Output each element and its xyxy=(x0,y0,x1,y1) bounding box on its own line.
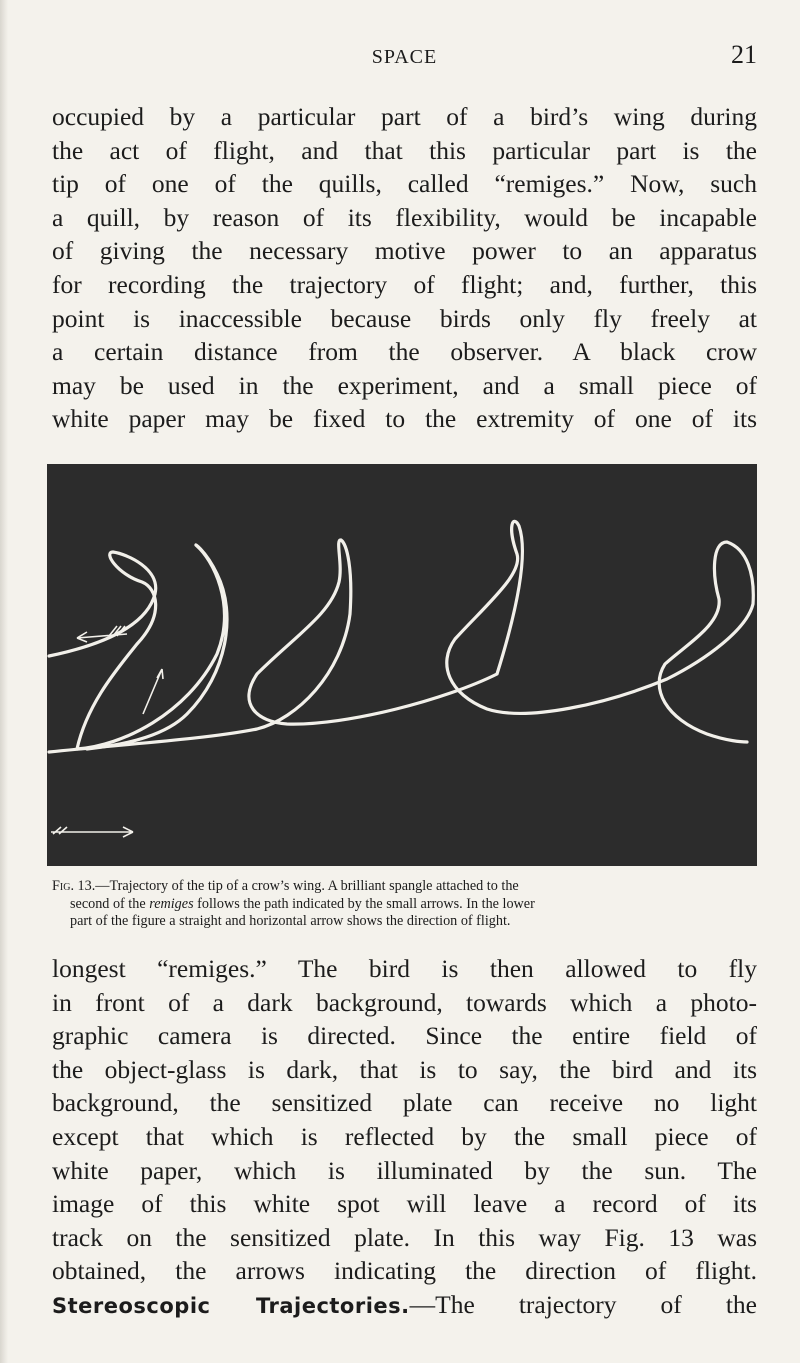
caption-text: second of the xyxy=(70,895,150,912)
text-line: tip of one of the quills, called “remiges.” Now, such xyxy=(52,169,757,199)
running-title: SPACE xyxy=(371,46,438,68)
top-paragraph xyxy=(52,100,757,436)
text-line: graphic camera is directed. Since the entire field of xyxy=(52,1021,757,1051)
text-line: point is inaccessible because birds only fly freely at xyxy=(52,303,757,333)
section-continuation: —The trajectory of the xyxy=(409,1289,757,1319)
flight-direction-arrow-icon xyxy=(51,827,133,837)
section-heading-line xyxy=(52,1288,757,1324)
text-line: obtained, the arrows indicating the direction of flight. xyxy=(52,1256,757,1286)
small-arrow-icon xyxy=(77,626,163,714)
text-line: of giving the necessary motive power to an apparatus xyxy=(52,236,757,266)
text-line: longest “remiges.” The bird is then allowed to fly xyxy=(52,954,757,983)
text-line: background, the sensitized plate can receive no light xyxy=(52,1088,757,1118)
text-line: track on the sensitized plate. In this way Fig. 13 was xyxy=(52,1222,757,1252)
text-line: white paper, which is illuminated by the sun. The xyxy=(52,1155,757,1185)
text-line: may be used in the experiment, and a small piece of xyxy=(52,370,757,400)
text-line: except that which is reflected by the small piece of xyxy=(52,1121,757,1151)
text-line: a quill, by reason of its flexibility, would be incapable xyxy=(52,202,757,232)
caption-text: —Trajectory of the tip of a crow’s wing. A brilliant spangle attached to the xyxy=(95,878,519,894)
text-line: occupied by a particular part of a bird’s wing during xyxy=(52,102,757,131)
text-line: in front of a dark background, towards which a photo- xyxy=(52,987,757,1017)
caption-line: part of the figure a straight and horizontal arrow shows the direction of flight. xyxy=(70,913,511,929)
running-head xyxy=(52,40,757,76)
trajectory-trace xyxy=(49,521,753,752)
page-number: 21 xyxy=(731,40,757,69)
figure-label: Fig. 13. xyxy=(52,878,96,894)
figure-caption xyxy=(52,878,757,931)
text-line: image of this white spot will leave a record of its xyxy=(52,1189,757,1219)
text-line: white paper may be fixed to the extremity of one of its xyxy=(52,404,757,434)
caption-text: follows the path indicated by the small arrows. In the lower xyxy=(193,895,535,912)
caption-italic-term: remiges xyxy=(149,895,194,912)
text-line: the act of flight, and that this particular part is the xyxy=(52,135,757,165)
trajectory-trace xyxy=(49,545,227,749)
text-line: for recording the trajectory of flight; and, further, this xyxy=(52,269,757,299)
trajectory-trace xyxy=(47,464,757,866)
small-arrow-icon xyxy=(143,669,163,714)
figure-13-photograph xyxy=(47,464,757,866)
section-heading: Stereoscopic Trajectories. xyxy=(52,1293,410,1318)
caption-line xyxy=(52,896,757,914)
caption-line xyxy=(52,878,757,896)
text-line: a certain distance from the observer. A black crow xyxy=(52,337,757,367)
bottom-paragraph xyxy=(52,952,757,1324)
flight-direction-arrow-icon xyxy=(51,827,133,837)
page-edge-shadow xyxy=(0,0,8,1363)
text-line: the object-glass is dark, that is to say, the bird and its xyxy=(52,1054,757,1084)
